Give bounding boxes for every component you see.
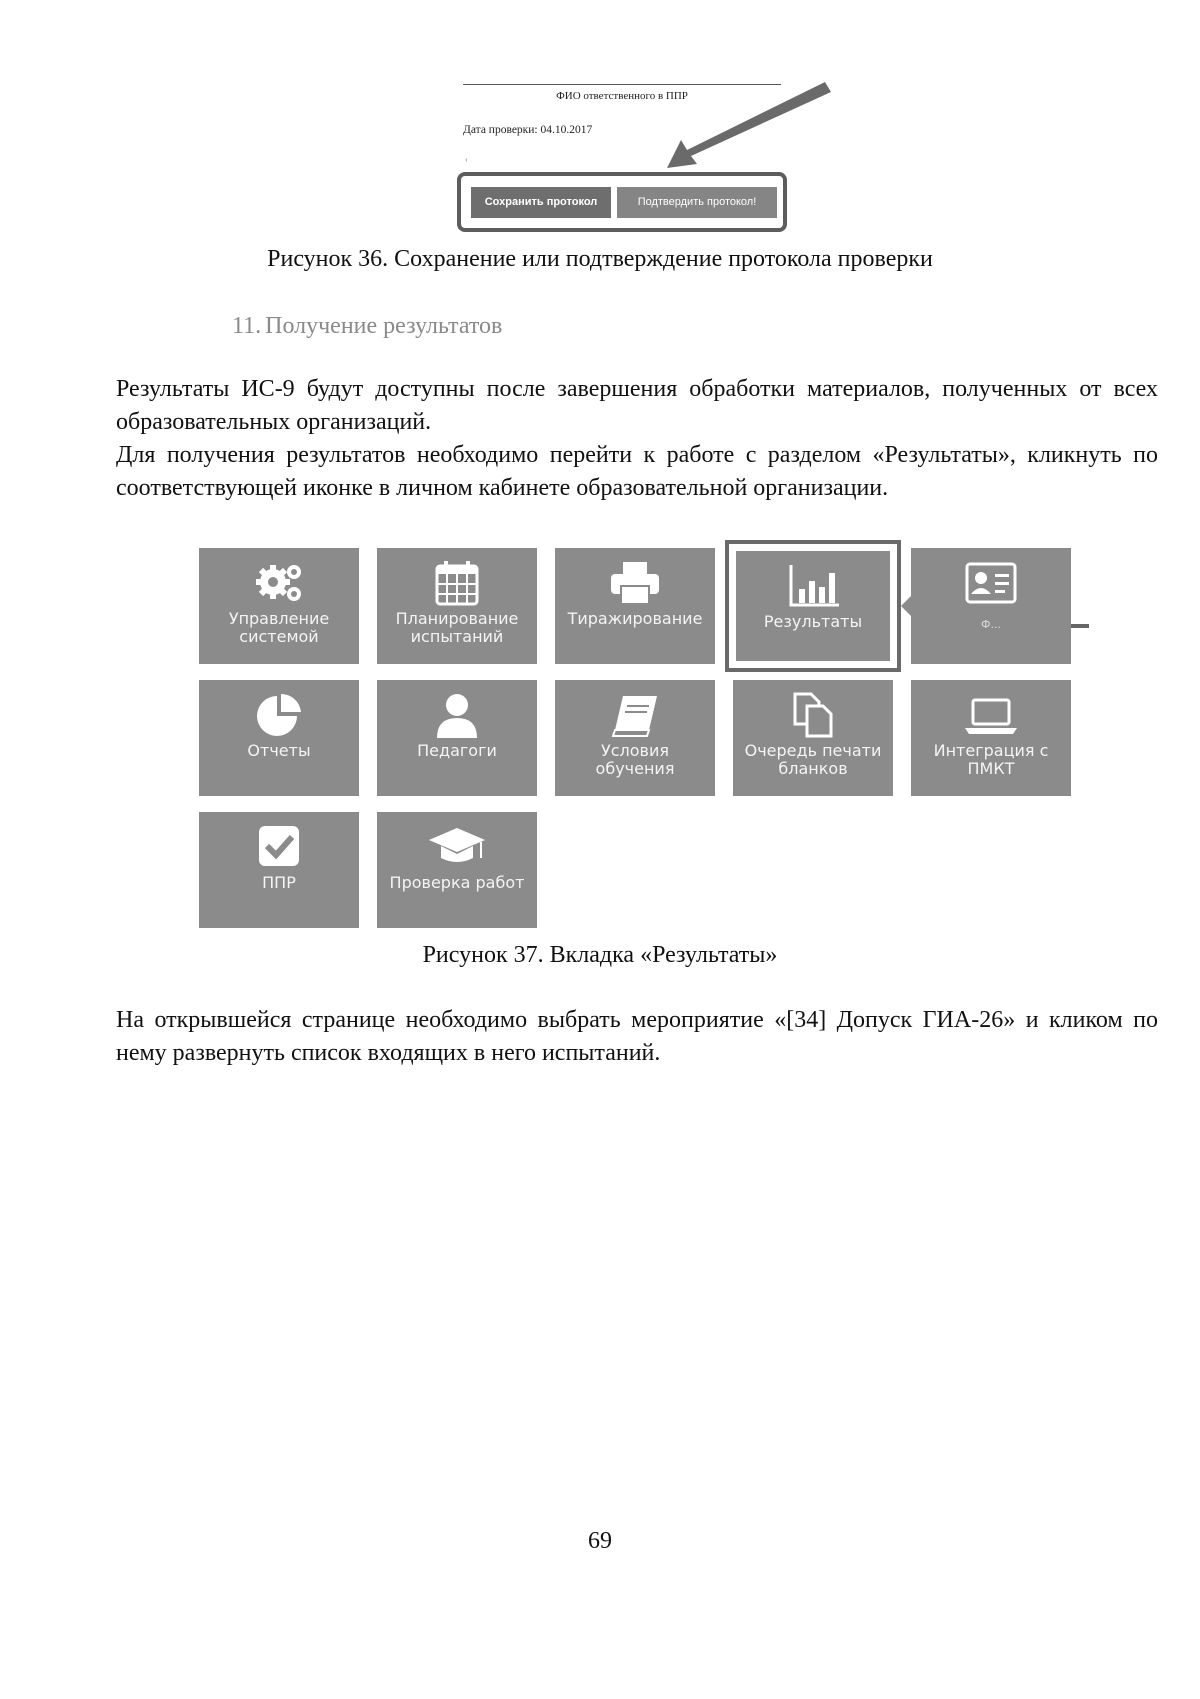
figure-36-caption: Рисунок 36. Сохранение или подтверждение протокола проверки bbox=[267, 246, 933, 272]
section-number: 11. bbox=[232, 313, 262, 339]
tile-system-management[interactable] bbox=[199, 548, 359, 664]
bar-chart-icon bbox=[783, 563, 843, 609]
paragraph-how-to-get-results: Для получения результатов необходимо перейти к работе с разделом «Результаты», кликнуть по соответствующей иконке в личном кабинете образовательной организации. bbox=[116, 442, 1158, 501]
tile-print-queue[interactable] bbox=[733, 680, 893, 796]
figure-36 bbox=[455, 72, 835, 237]
copy-icon bbox=[783, 692, 843, 738]
figure-37-caption: Рисунок 37. Вкладка «Результаты» bbox=[422, 942, 778, 968]
pointer-arrow-icon bbox=[455, 72, 835, 237]
tile-label: Условия обучения bbox=[595, 741, 675, 778]
id-card-icon bbox=[961, 560, 1021, 606]
save-protocol-button[interactable]: Сохранить протокол bbox=[471, 187, 611, 218]
figure-37-tiles bbox=[199, 548, 1099, 928]
pie-chart-icon bbox=[249, 692, 309, 738]
tile-results[interactable] bbox=[733, 548, 893, 664]
tile-label: Очередь печати бланков bbox=[744, 741, 882, 778]
calendar-icon bbox=[427, 560, 487, 606]
scroll-mark: ‹ bbox=[465, 155, 468, 164]
tile-label: Управление системой bbox=[228, 609, 330, 646]
printer-icon bbox=[605, 560, 665, 606]
tile-test-planning[interactable] bbox=[377, 548, 537, 664]
tile-label: Результаты bbox=[763, 612, 863, 631]
section-heading bbox=[232, 313, 506, 340]
tile-label: Педагоги bbox=[417, 741, 497, 760]
tile-teachers[interactable] bbox=[377, 680, 537, 796]
tile-ppr[interactable] bbox=[199, 812, 359, 928]
gears-icon bbox=[249, 560, 309, 606]
laptop-icon bbox=[961, 692, 1021, 738]
tile-printing[interactable] bbox=[555, 548, 715, 664]
tile-label: Интеграция с ПМКТ bbox=[933, 741, 1049, 778]
paragraph-results-availability: Результаты ИС-9 будут доступны после завершения обработки материалов, полученных от всех образовательных организаций. bbox=[116, 376, 1158, 435]
user-icon bbox=[427, 692, 487, 738]
tile-label: ППР bbox=[262, 873, 296, 892]
page-number: 69 bbox=[588, 1528, 612, 1554]
edge-marker bbox=[1071, 624, 1089, 628]
tile-forms[interactable] bbox=[911, 548, 1071, 664]
checkbox-icon bbox=[249, 824, 309, 870]
tile-reports[interactable] bbox=[199, 680, 359, 796]
confirm-protocol-button[interactable]: Подтвердить протокол! bbox=[617, 187, 777, 218]
graduation-cap-icon bbox=[427, 824, 487, 870]
tile-study-conditions[interactable] bbox=[555, 680, 715, 796]
tile-integration[interactable] bbox=[911, 680, 1071, 796]
tile-label: Проверка работ bbox=[389, 873, 525, 892]
tile-check-works[interactable] bbox=[377, 812, 537, 928]
tile-label: Тиражирование bbox=[567, 609, 703, 628]
tile-label: Ф... bbox=[981, 618, 1001, 631]
section-title: Получение результатов bbox=[265, 313, 503, 339]
paragraph-select-event: На открывшейся странице необходимо выбрать мероприятие «[34] Допуск ГИА-26» и кликом по нему развернуть список входящих в него испытаний. bbox=[116, 1007, 1158, 1066]
tile-label: Планирование испытаний bbox=[395, 609, 519, 646]
book-icon bbox=[605, 692, 665, 738]
check-date: Дата проверки: 04.10.2017 bbox=[463, 124, 593, 136]
tile-label: Отчеты bbox=[247, 741, 311, 760]
signature-caption: ФИО ответственного в ППР bbox=[556, 90, 688, 102]
